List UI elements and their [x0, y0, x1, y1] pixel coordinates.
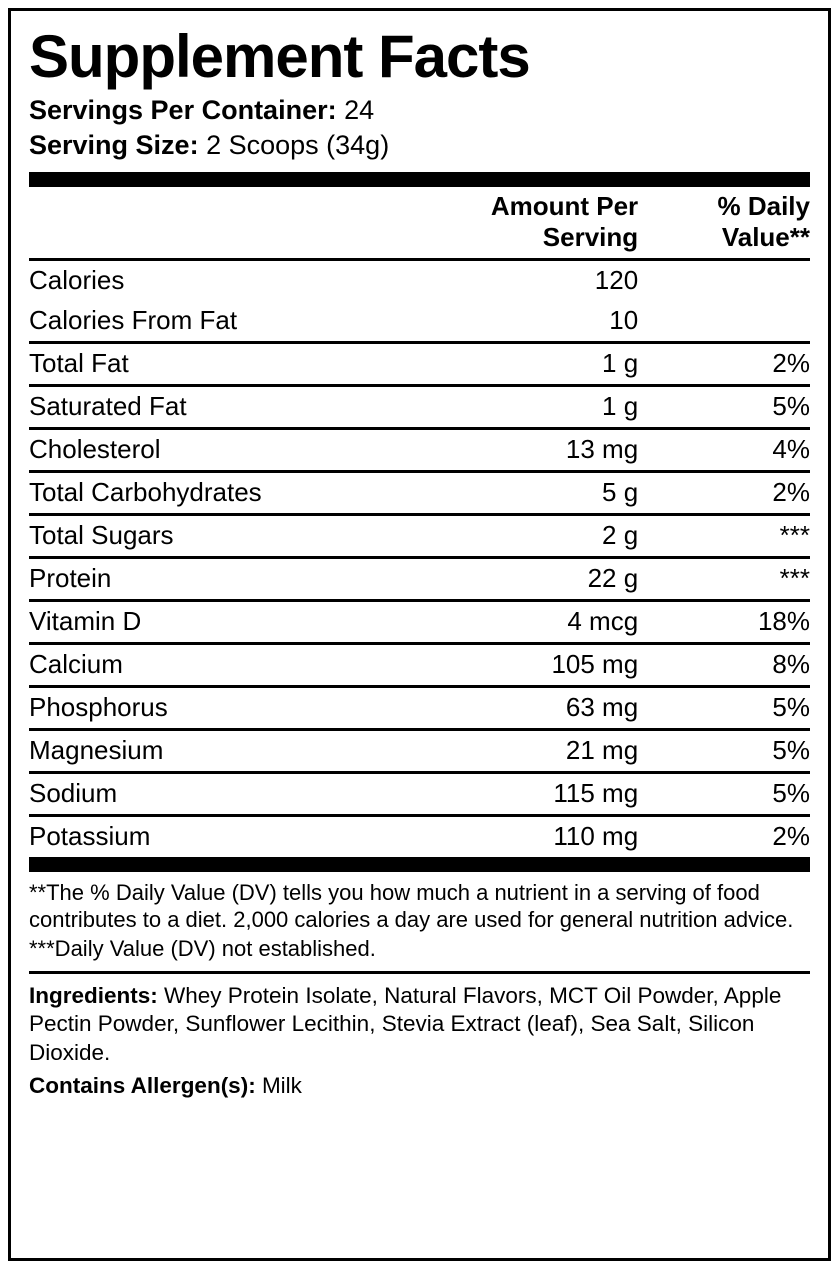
nutrient-daily-value: [638, 301, 810, 343]
supplement-facts-panel: [8, 8, 831, 1261]
nutrient-daily-value: ***: [638, 558, 810, 601]
nutrient-name: Calcium: [29, 644, 404, 687]
nutrient-amount: 1 g: [404, 343, 638, 386]
bottom-rule: [29, 857, 810, 872]
nutrient-daily-value: 5%: [638, 687, 810, 730]
nutrient-name: Total Carbohydrates: [29, 472, 404, 515]
nutrient-name: Total Sugars: [29, 515, 404, 558]
footnote-not-established: ***Daily Value (DV) not established.: [29, 935, 376, 961]
nutrient-amount: 63 mg: [404, 687, 638, 730]
table-row: [29, 730, 810, 773]
nutrient-daily-value: 2%: [638, 343, 810, 386]
nutrient-daily-value: [638, 260, 810, 302]
ingredients-block: [29, 974, 810, 1068]
nutrient-amount: 1 g: [404, 386, 638, 429]
header-amount-per-serving: Amount Per Serving: [490, 191, 639, 253]
table-row: [29, 644, 810, 687]
allergens-text: Milk: [255, 1072, 302, 1098]
servings-per-container-value: 24: [344, 95, 375, 125]
nutrient-amount: 110 mg: [404, 816, 638, 858]
nutrition-table: [29, 187, 810, 857]
header-spacer: [29, 187, 404, 260]
nutrient-amount: 10: [609, 305, 639, 336]
nutrient-name: Potassium: [29, 816, 404, 858]
table-row: [29, 601, 810, 644]
nutrient-name: Calories From Fat: [29, 305, 238, 336]
nutrient-amount: 115 mg: [404, 773, 638, 816]
nutrient-name: Vitamin D: [29, 601, 404, 644]
nutrient-daily-value: 2%: [638, 472, 810, 515]
footnotes: [29, 872, 810, 962]
table-row: [29, 343, 810, 386]
ingredients-text: Whey Protein Isolate, Natural Flavors, MCT Oil Powder, Apple Pectin Powder, Sunflower Lecithin, Stevia Extract (leaf), Sea Salt, Silicon Dioxide.: [29, 982, 782, 1066]
table-row: [29, 773, 810, 816]
nutrient-name: Calories: [29, 260, 404, 302]
table-row: [29, 429, 810, 472]
nutrient-amount: 120: [404, 260, 638, 302]
nutrient-daily-value: 18%: [638, 601, 810, 644]
nutrition-table-body: [29, 187, 810, 857]
nutrient-amount: 105 mg: [404, 644, 638, 687]
nutrient-daily-value: 8%: [638, 644, 810, 687]
table-row: [29, 472, 810, 515]
nutrient-name: Total Fat: [29, 343, 404, 386]
nutrient-amount: 22 g: [404, 558, 638, 601]
nutrient-name: Cholesterol: [29, 429, 404, 472]
table-row: [29, 301, 810, 343]
nutrient-daily-value: 5%: [638, 730, 810, 773]
nutrient-daily-value: ***: [638, 515, 810, 558]
table-row: [29, 260, 810, 302]
nutrient-amount: 2 g: [404, 515, 638, 558]
servings-per-container-label: Servings Per Container:: [29, 95, 337, 125]
nutrient-amount: 13 mg: [404, 429, 638, 472]
serving-size-value: 2 Scoops (34g): [206, 129, 390, 160]
allergens-label: Contains Allergen(s):: [29, 1072, 256, 1098]
table-row: [29, 558, 810, 601]
nutrient-name: Saturated Fat: [29, 386, 404, 429]
nutrient-amount: 21 mg: [404, 730, 638, 773]
serving-size-label: Serving Size:: [29, 129, 199, 160]
footnote-daily-value: **The % Daily Value (DV) tells you how much a nutrient in a serving of food contributes to a diet. 2,000 calories a day are used for general nutrition advice.: [29, 880, 794, 932]
nutrient-daily-value: 4%: [638, 429, 810, 472]
nutrient-name: Protein: [29, 558, 404, 601]
nutrient-daily-value: 2%: [638, 816, 810, 858]
nutrient-name: Magnesium: [29, 730, 404, 773]
servings-per-container-line: [29, 93, 810, 128]
allergens-block: [29, 1068, 810, 1101]
nutrient-name: Sodium: [29, 773, 404, 816]
nutrient-daily-value: 5%: [638, 773, 810, 816]
nutrient-amount: 5 g: [404, 472, 638, 515]
table-header-row: [29, 187, 810, 260]
table-row: [29, 687, 810, 730]
table-row: [29, 515, 810, 558]
ingredients-label: Ingredients:: [29, 982, 158, 1008]
page-title: Supplement Facts: [29, 23, 530, 90]
table-row: [29, 816, 810, 858]
nutrient-name: Phosphorus: [29, 687, 404, 730]
serving-size-line: [29, 128, 810, 163]
nutrient-amount: 4 mcg: [404, 601, 638, 644]
table-row: [29, 386, 810, 429]
top-rule: [29, 172, 810, 187]
nutrient-daily-value: 5%: [638, 386, 810, 429]
header-daily-value: % Daily Value**: [717, 191, 810, 253]
